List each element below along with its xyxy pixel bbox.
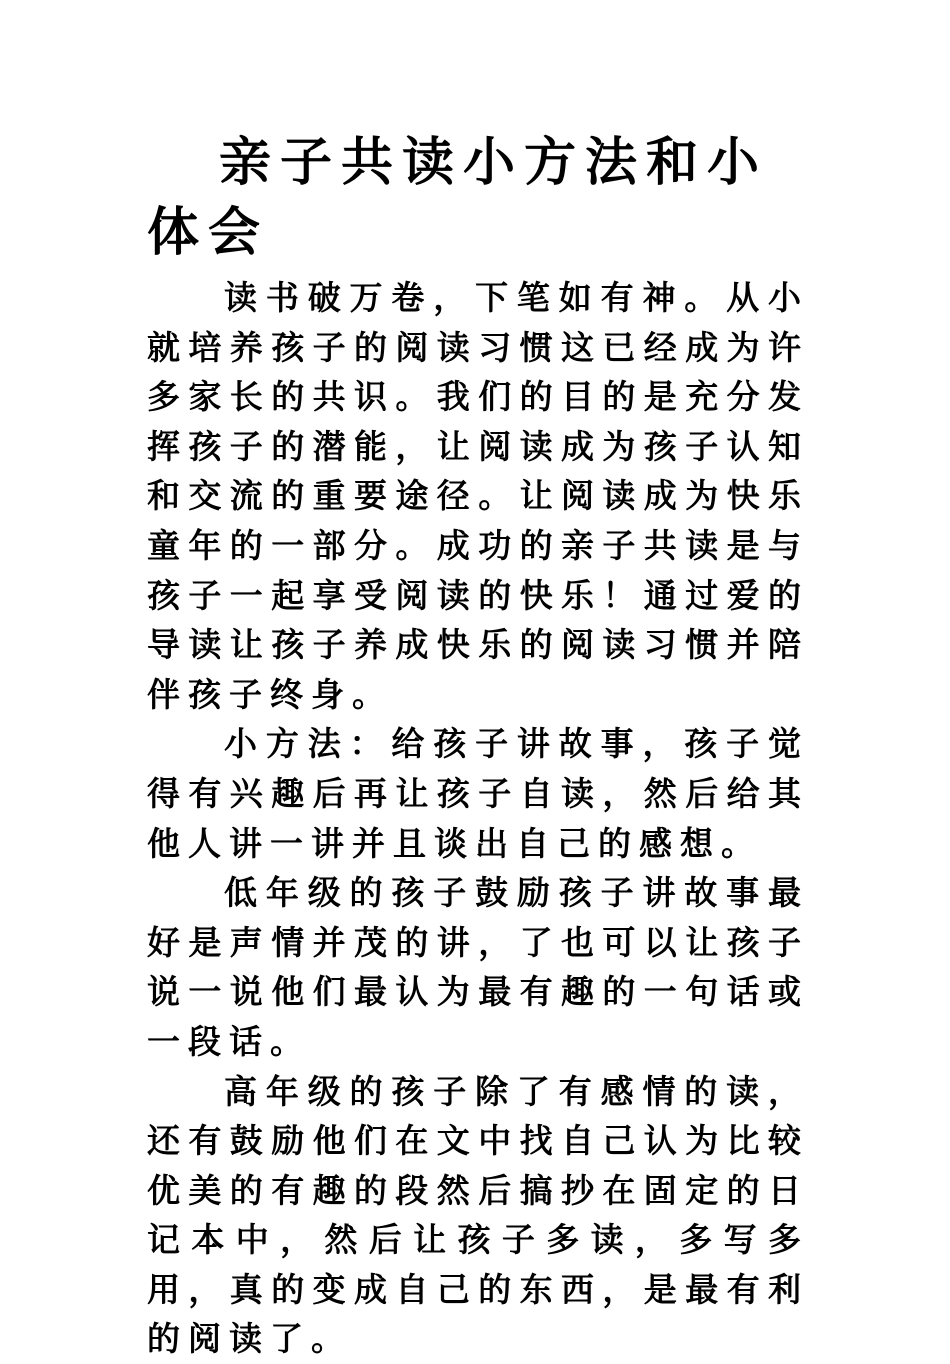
paragraph-intro: 读书破万卷，下笔如有神。从小就培养孩子的阅读习惯这已经成为许多家长的共识。我们的目的是充分发挥孩子的潜能，让阅读成为孩子认知和交流的重要途径。让阅读成为快乐童年的一部分。成功的亲子共读是与孩子一起享受阅读的快乐！通过爱的导读让孩子养成快乐的阅读习惯并陪伴孩子终身。 <box>147 273 809 719</box>
paragraph-lower-grade: 低年级的孩子鼓励孩子讲故事最好是声情并茂的讲，了也可以让孩子说一说他们最认为最有趣的一句话或一段话。 <box>147 868 809 1066</box>
document-title: 亲子共读小方法和小体会 <box>147 128 807 268</box>
document-body <box>147 273 809 1364</box>
paragraph-upper-grade: 高年级的孩子除了有感情的读，还有鼓励他们在文中找自己认为比较优美的有趣的段然后搞抄在固定的日记本中，然后让孩子多读，多写多用，真的变成自己的东西，是最有利的阅读了。 <box>147 1067 809 1364</box>
paragraph-method: 小方法：给孩子讲故事，孩子觉得有兴趣后再让孩子自读，然后给其他人讲一讲并且谈出自己的感想。 <box>147 719 809 868</box>
